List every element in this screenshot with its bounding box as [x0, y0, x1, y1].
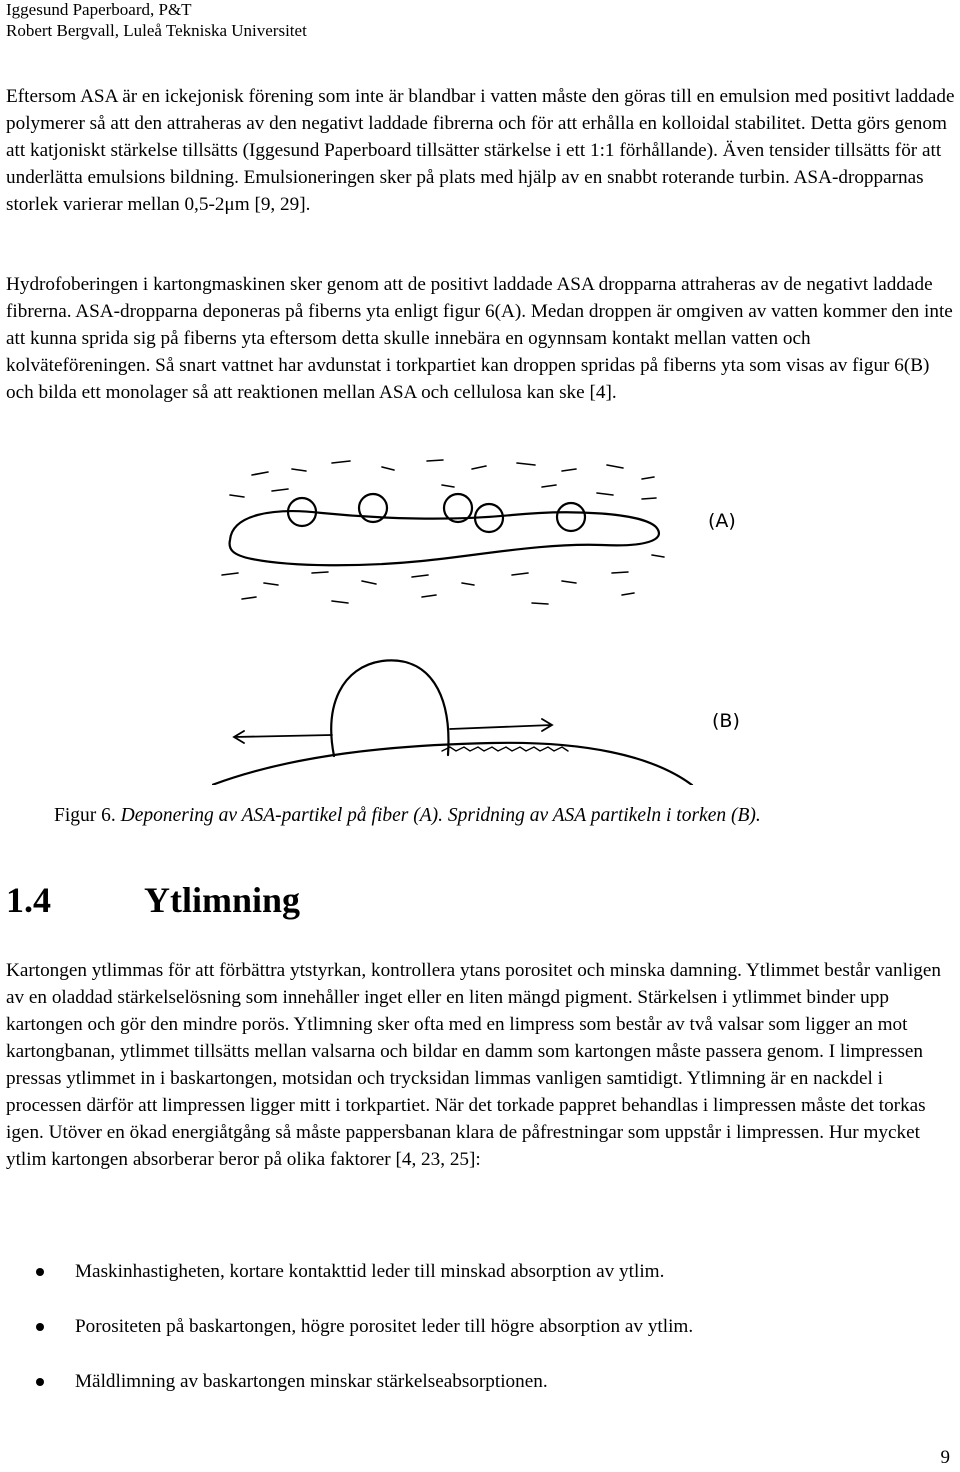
factor-list — [0, 1257, 960, 1422]
bullet-icon — [36, 1268, 44, 1276]
figure-label-b: (B) — [712, 710, 740, 732]
page-number: 9 — [940, 1447, 950, 1468]
list-item — [0, 1312, 960, 1367]
section-number: 1.4 — [6, 880, 51, 920]
spread-droplet-b — [331, 660, 448, 756]
asa-droplet-a5 — [557, 503, 585, 531]
list-item-text: Maskinhastigheten, kortare kontakttid leder till minskad absorption av ytlim. — [75, 1261, 665, 1282]
list-item-text: Mäldlimning av baskartongen minskar stärkelseabsorptionen. — [75, 1371, 548, 1392]
water-dashes-a — [222, 460, 664, 604]
figure-caption-label: Figur 6. — [54, 805, 121, 826]
figure-6-illustration — [212, 455, 772, 785]
fiber-b-texture — [442, 747, 568, 751]
list-item-text: Porositeten på baskartongen, högre porositet leder till högre absorption av ytlim. — [75, 1316, 694, 1337]
fiber-a — [230, 511, 659, 565]
section-heading — [6, 877, 300, 923]
figure-6b-drawing — [212, 660, 692, 785]
list-item — [0, 1367, 960, 1422]
paragraph-asa-emulsion: Eftersom ASA är en ickejonisk förening som inte är blandbar i vatten måste den göras till en emulsion med positivt laddade polymerer så att den attraheras av den negativt laddade fibrerna och för att erhålla en kolloidal stabilitet. Detta görs genom att katjoniskt stärkelse tillsätts (Iggesund Paperboard tillsätter stärkelse i ett 1:1 förhållande). Även tensider tillsätts för att underlätta emulsions bildning. Emulsioneringen sker på plats med hjälp av en snabbt roterande turbin. ASA-dropparnas storlek varierar mellan 0,5-2μm [9, 29]. — [6, 86, 955, 215]
spread-arrow-right — [450, 719, 552, 731]
figure-caption-text: Deponering av ASA-partikel på fiber (A). Spridning av ASA partikeln i torken (B). — [120, 805, 761, 826]
figure-caption — [54, 803, 761, 829]
list-item — [0, 1257, 960, 1312]
header-line-1: Iggesund Paperboard, P&T — [6, 0, 192, 19]
figure-6a-drawing — [222, 460, 664, 604]
bullet-icon — [36, 1378, 44, 1386]
header-line-2: Robert Bergvall, Luleå Tekniska Universitet — [6, 21, 307, 40]
bullet-icon — [36, 1323, 44, 1331]
paragraph-hydrofobering: Hydrofoberingen i kartongmaskinen sker genom att de positivt laddade ASA dropparna attraheras av de negativt laddade fibrerna. ASA-dropparna deponeras på fiberns yta enligt figur 6(A). Medan droppen är omgiven av vatten kommer den inte att kunna sprida sig på fiberns yta eftersom detta skulle innebära en ogynnsam kontakt mellan vatten och kolväteföreningen. Så snart vattnet har avdunstat i torkpartiet kan droppen spridas på fiberns yta som visas av figur 6(B) och bilda ett monolager så att reaktionen mellan ASA och cellulosa kan ske [4]. — [6, 274, 953, 403]
paragraph-ytlimning: Kartongen ytlimmas för att förbättra ytstyrkan, kontrollera ytans porositet och minska damning. Ytlimmet består vanligen av en oladdad stärkelselösning som innehåller inget eller en liten mängd pigment. Stärkelsen i ytlimmet binder upp kartongen och gör den mindre porös. Ytlimning sker ofta med en limpress som består av två valsar som ligger an mot kartongbanan, ytlimmet tillsätts mellan valsarna och bildar en damm som kartongen måste passera genom. I limpressen pressas ytlimmet in i baskartongen, motsidan och trycksidan limmas vanligen samtidigt. Ytlimning är en nackdel i processen därför att limpressen ligger mitt i torkpartiet. När det torkade pappret behandlas i limpressen måste det torkas igen. Utöver en ökad energiåtgång så måste pappersbanan klara de påfrestningar som uppstår i limpressen. Hur mycket ytlim kartongen absorberar beror på olika faktorer [4, 23, 25]: — [6, 960, 941, 1170]
figure-label-a: (A) — [708, 510, 736, 532]
spread-arrow-left — [234, 731, 332, 743]
section-title: Ytlimning — [144, 880, 301, 920]
